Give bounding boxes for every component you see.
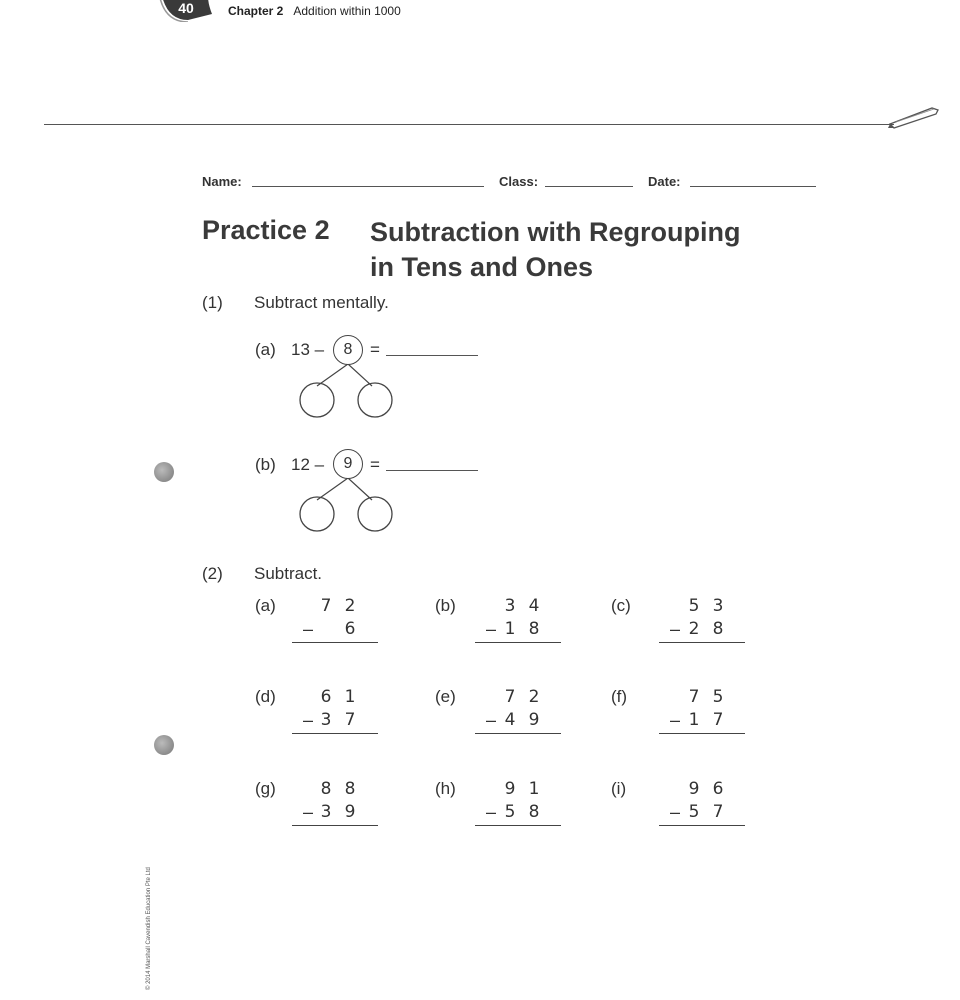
date-label: Date: — [648, 174, 681, 189]
q1a-subtrahend: 8 — [333, 335, 363, 365]
q2c-top-ones: 3 — [712, 596, 724, 616]
q2f-top-ones: 5 — [712, 687, 724, 707]
q2-number: (2) — [202, 564, 223, 583]
date-field[interactable] — [690, 186, 816, 187]
q2b-top-ones: 4 — [528, 596, 540, 616]
q2e-bottom-tens: 4 — [504, 710, 516, 730]
q2e-top-ones: 2 — [528, 687, 540, 707]
page-title — [370, 215, 740, 285]
q2b-top-tens: 3 — [504, 596, 516, 616]
q2f-minus: – — [669, 710, 680, 730]
q2c-letter: (c) — [611, 596, 631, 615]
q2g-letter: (g) — [255, 779, 276, 798]
title-line-2: in Tens and Ones — [370, 252, 594, 282]
q2c-top-tens: 5 — [688, 596, 700, 616]
page-number: 40 — [178, 0, 194, 16]
q2f-letter: (f) — [611, 687, 628, 706]
q2d-bottom-tens: 3 — [320, 710, 332, 730]
class-field[interactable] — [545, 186, 633, 187]
q1b-number-bond — [290, 478, 410, 558]
q2f-bottom-tens: 1 — [688, 710, 700, 730]
q1b-equals: = — [370, 455, 380, 474]
title-line-1: Subtraction with Regrouping — [370, 217, 741, 247]
punch-hole — [154, 735, 174, 755]
q2d-top-tens: 6 — [320, 687, 332, 707]
q2c-answer-line[interactable] — [659, 642, 745, 643]
q2c-bottom-tens: 2 — [688, 619, 700, 639]
name-label: Name: — [202, 174, 242, 189]
punch-hole — [154, 462, 174, 482]
q2h-bottom-ones: 8 — [528, 802, 540, 822]
q1-instruction: Subtract mentally. — [254, 293, 389, 312]
q2g-bottom-tens: 3 — [320, 802, 332, 822]
q1a-answer-line[interactable] — [386, 355, 478, 356]
q2f-answer-line[interactable] — [659, 733, 745, 734]
q2i-top-ones: 6 — [712, 779, 724, 799]
q2f-bottom-ones: 7 — [712, 710, 724, 730]
chapter-header — [228, 4, 401, 18]
q1b-minuend: 12 – — [291, 455, 325, 474]
q2b-bottom-tens: 1 — [504, 619, 516, 639]
chapter-label: Chapter 2 — [228, 4, 284, 18]
q2h-answer-line[interactable] — [475, 825, 561, 826]
q1b-subtrahend: 9 — [333, 449, 363, 479]
q2d-minus: – — [302, 710, 313, 730]
q2a-bottom-ones: 6 — [344, 619, 356, 639]
q1-number: (1) — [202, 293, 223, 312]
header-rule — [44, 124, 894, 125]
q2d-top-ones: 1 — [344, 687, 356, 707]
q2e-answer-line[interactable] — [475, 733, 561, 734]
q2i-minus: – — [669, 802, 680, 822]
q2g-minus: – — [302, 802, 313, 822]
q2a-minus: – — [302, 619, 313, 639]
practice-label: Practice 2 — [202, 215, 330, 245]
q2b-answer-line[interactable] — [475, 642, 561, 643]
q2a-top-ones: 2 — [344, 596, 356, 616]
q2g-bottom-ones: 9 — [344, 802, 356, 822]
q2i-bottom-ones: 7 — [712, 802, 724, 822]
q2g-top-tens: 8 — [320, 779, 332, 799]
q2i-answer-line[interactable] — [659, 825, 745, 826]
q1a-letter: (a) — [255, 340, 276, 359]
q2i-letter: (i) — [611, 779, 627, 798]
q2-instruction: Subtract. — [254, 564, 323, 583]
q2d-bottom-ones: 7 — [344, 710, 356, 730]
pencil-icon — [886, 104, 942, 130]
q2g-answer-line[interactable] — [292, 825, 378, 826]
chapter-title: Addition within 1000 — [293, 4, 401, 18]
q2h-minus: – — [485, 802, 496, 822]
copyright-notice: © 2014 Marshall Cavendish Education Pte Ltd — [146, 867, 152, 990]
q2f-top-tens: 7 — [688, 687, 700, 707]
q2c-bottom-ones: 8 — [712, 619, 724, 639]
q2e-letter: (e) — [435, 687, 456, 706]
q2b-letter: (b) — [435, 596, 456, 615]
q1b-letter: (b) — [255, 455, 276, 474]
q2h-top-tens: 9 — [504, 779, 516, 799]
q2b-minus: – — [485, 619, 496, 639]
q2i-top-tens: 9 — [688, 779, 700, 799]
name-field[interactable] — [252, 186, 484, 187]
q2e-bottom-ones: 9 — [528, 710, 540, 730]
q2h-top-ones: 1 — [528, 779, 540, 799]
q2a-answer-line[interactable] — [292, 642, 378, 643]
q2i-bottom-tens: 5 — [688, 802, 700, 822]
q1a-equals: = — [370, 340, 380, 359]
q2c-minus: – — [669, 619, 680, 639]
q2e-minus: – — [485, 710, 496, 730]
q1b-answer-line[interactable] — [386, 470, 478, 471]
q2h-letter: (h) — [435, 779, 456, 798]
q2a-letter: (a) — [255, 596, 276, 615]
q2b-bottom-ones: 8 — [528, 619, 540, 639]
q2h-bottom-tens: 5 — [504, 802, 516, 822]
q2a-top-tens: 7 — [320, 596, 332, 616]
class-label: Class: — [499, 174, 539, 189]
q2e-top-tens: 7 — [504, 687, 516, 707]
q1a-number-bond — [290, 364, 410, 444]
q1a-minuend: 13 – — [291, 340, 325, 359]
q2d-answer-line[interactable] — [292, 733, 378, 734]
q2g-top-ones: 8 — [344, 779, 356, 799]
q2d-letter: (d) — [255, 687, 276, 706]
